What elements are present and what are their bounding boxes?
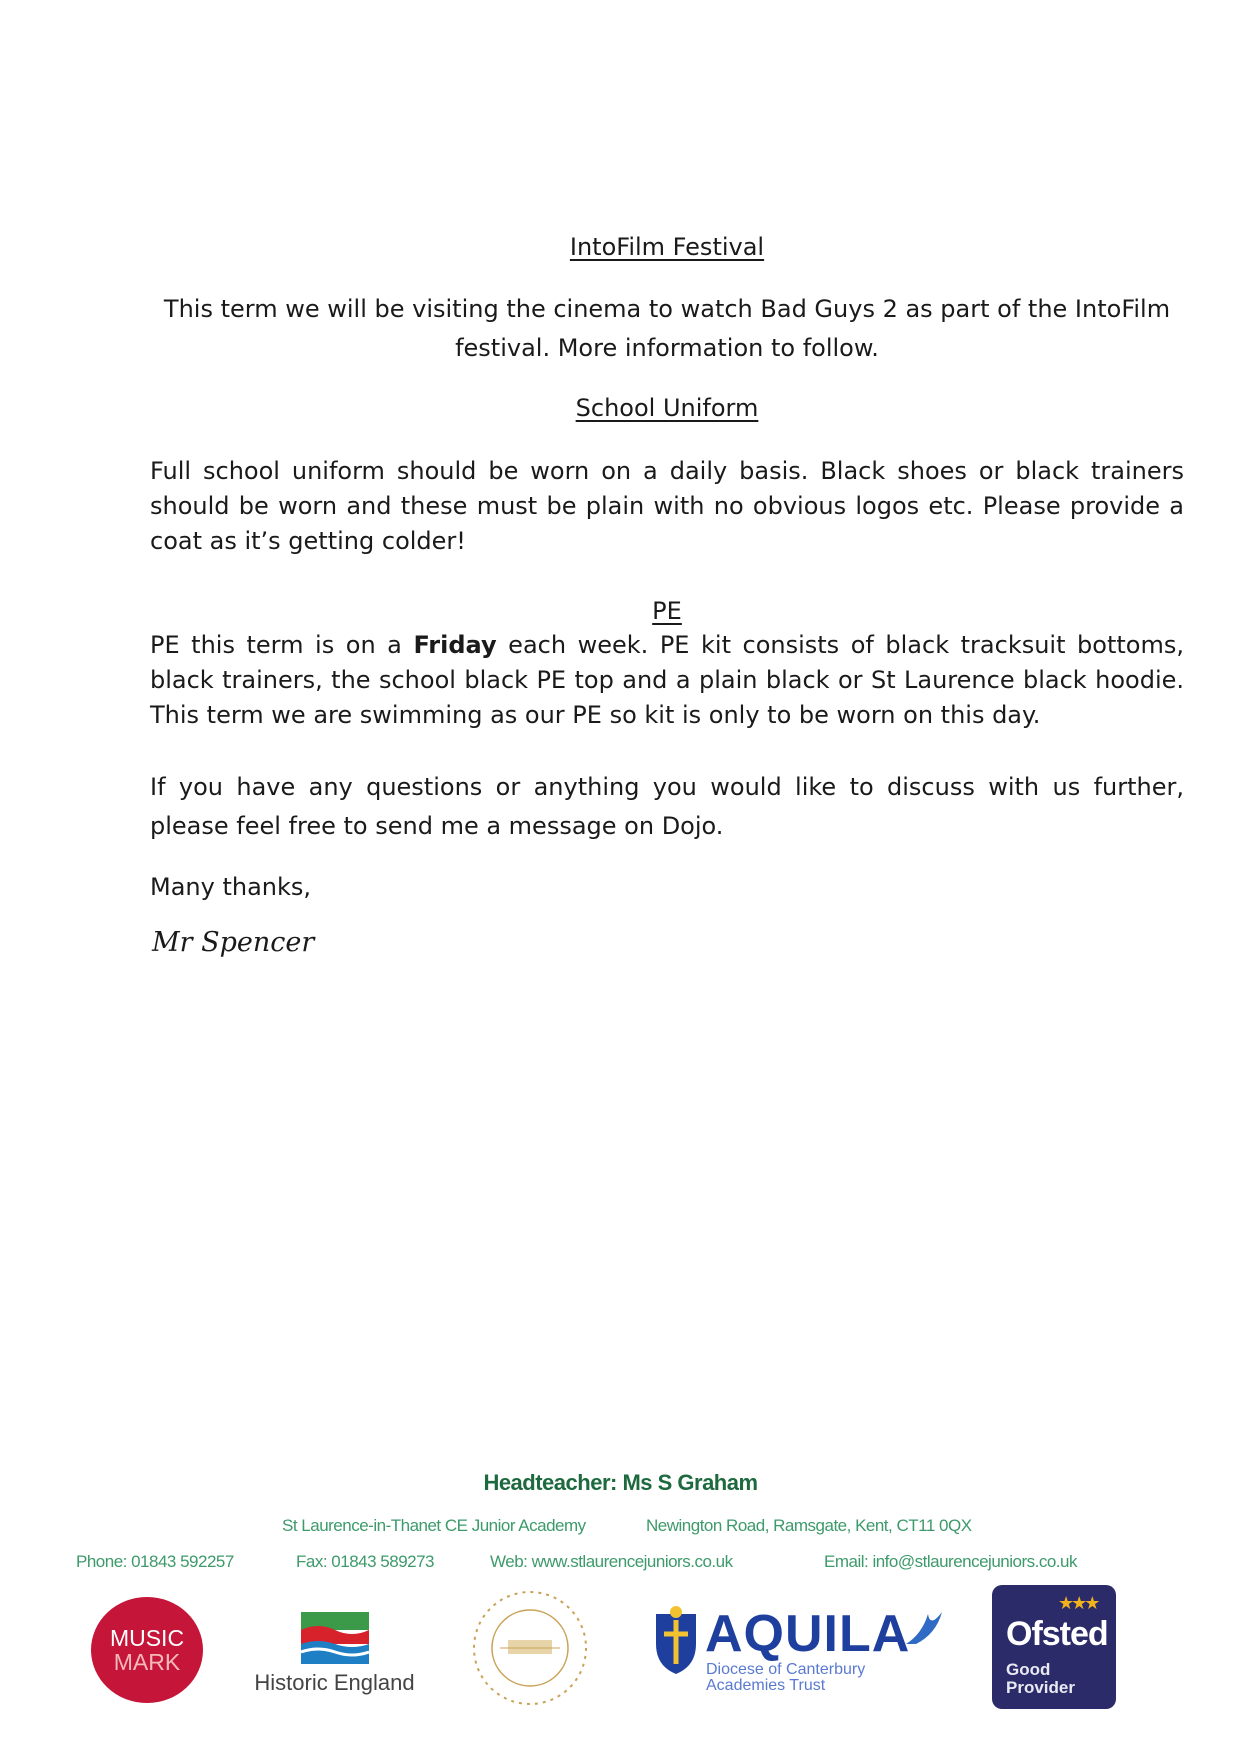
pe-day: Friday (413, 631, 497, 659)
aquila-logo (650, 1600, 950, 1700)
questions-paragraph: If you have any questions or anything you would like to discuss with us further, please feel free to send me a message on Dojo. (150, 773, 1184, 840)
ofsted-logo: ★★★ Ofsted Good Provider (992, 1585, 1116, 1709)
pe-paragraph: PE this term is on a Friday each week. PE kit consists of black tracksuit bottoms, black trainers, the school black PE top and a plain black or St Laurence black hoodie. This term we are swimming as our PE so kit is only to be worn on this day. (150, 631, 1184, 729)
pe-heading: PE (652, 597, 682, 625)
school-phone: Phone: 01843 592257 (76, 1552, 234, 1571)
uniform-paragraph: Full school uniform should be worn on a daily basis. Black shoes or black trainers should be worn and these must be plain with no obvious logos etc. Please provide a coat as it’s getting colder! (150, 457, 1184, 555)
music-mark-logo: MUSIC MARK (91, 1597, 203, 1703)
aquila-subtitle: Diocese of Canterbury Academies Trust (706, 1661, 866, 1694)
school-website: Web: www.stlaurencejuniors.co.uk (490, 1552, 733, 1571)
headteacher: Headteacher: Ms S Graham (483, 1470, 758, 1495)
arts-council-artsmark-logo (470, 1588, 590, 1708)
eagle-icon (902, 1604, 946, 1648)
school-email: Email: info@stlaurencejuniors.co.uk (824, 1552, 1077, 1571)
school-name: St Laurence-in-Thanet CE Junior Academy (282, 1516, 586, 1535)
historic-england-logo: Historic England (252, 1612, 417, 1696)
intofilm-heading: IntoFilm Festival (569, 233, 765, 261)
arts-council-badge-icon (470, 1588, 590, 1708)
school-fax: Fax: 01843 589273 (296, 1552, 435, 1571)
uniform-heading: School Uniform (575, 394, 759, 422)
signature: Mr Spencer (152, 927, 315, 958)
historic-england-emblem-icon (301, 1612, 369, 1664)
school-address: Newington Road, Ramsgate, Kent, CT11 0QX (646, 1516, 972, 1535)
aquila-wordmark: AQUILA (705, 1605, 911, 1663)
closing: Many thanks, (150, 873, 312, 901)
star-icon: ★★★ (1058, 1593, 1098, 1613)
intofilm-paragraph: This term we will be visiting the cinema to watch Bad Guys 2 as part of the IntoFilm festival. More information to follow. (163, 295, 1171, 362)
diocese-shield-icon (650, 1606, 702, 1676)
